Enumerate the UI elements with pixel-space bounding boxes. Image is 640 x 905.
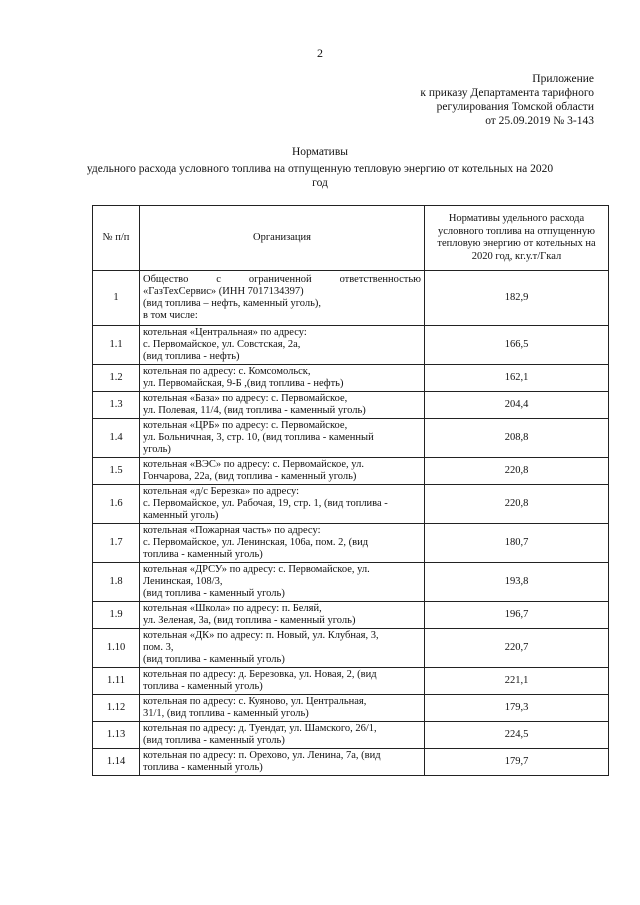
appendix-header — [420, 72, 594, 128]
row-norm-value: 220,8 — [425, 485, 609, 524]
row-organization — [140, 485, 425, 524]
row-norm-value: 166,5 — [425, 326, 609, 365]
row-norm-value: 193,8 — [425, 563, 609, 602]
table-row — [93, 629, 609, 668]
row-number: 1.12 — [93, 695, 140, 722]
row-organization — [140, 629, 425, 668]
row-norm-value: 220,8 — [425, 458, 609, 485]
row-number: 1.7 — [93, 524, 140, 563]
row-number: 1.14 — [93, 749, 140, 776]
organization-line: в том числе: — [143, 310, 198, 321]
document-subtitle: удельного расхода условного топлива на отпущенную тепловую энергию от котельных на 2020 год — [86, 163, 554, 189]
row-number: 1 — [93, 271, 140, 326]
row-norm-value: 220,7 — [425, 629, 609, 668]
organization-line: с. Первомайское, ул. Совстская, 2а, — [143, 339, 301, 350]
organization-line: котельная «ДК» по адресу: п. Новый, ул. Клубная, 3, — [143, 630, 379, 641]
organization-line: топлива - каменный уголь) — [143, 681, 263, 692]
row-number: 1.13 — [93, 722, 140, 749]
appendix-line: к приказу Департамента тарифного — [420, 87, 594, 99]
organization-line: котельная по адресу: д. Березовка, ул. Новая, 2, (вид — [143, 669, 377, 680]
organization-line: (вид топлива - нефть) — [143, 351, 240, 362]
appendix-line: регулирования Томской области — [436, 101, 594, 113]
row-organization — [140, 419, 425, 458]
organization-line: ул. Полевая, 11/4, (вид топлива - каменный уголь) — [143, 405, 366, 416]
table-row — [93, 365, 609, 392]
row-organization — [140, 365, 425, 392]
row-norm-value: 196,7 — [425, 602, 609, 629]
organization-line: ул. Первомайская, 9-Б ,(вид топлива - нефть) — [143, 378, 344, 389]
table-row — [93, 485, 609, 524]
header-norm: Нормативы удельного расхода условного топлива на отпущенную тепловую энергию от котельных на 2020 год, кг.у.т/Гкал — [425, 206, 609, 271]
organization-line: (вид топлива - каменный уголь) — [143, 735, 285, 746]
organization-line: котельная «Пожарная часть» по адресу: — [143, 525, 321, 536]
table-row — [93, 524, 609, 563]
row-norm-value: 179,3 — [425, 695, 609, 722]
row-norm-value: 224,5 — [425, 722, 609, 749]
row-norm-value: 204,4 — [425, 392, 609, 419]
organization-line: 31/1, (вид топлива - каменный уголь) — [143, 708, 309, 719]
table-row — [93, 749, 609, 776]
organization-line: ул. Зеленая, 3а, (вид топлива - каменный уголь) — [143, 615, 356, 626]
organization-line: котельная «Центральная» по адресу: — [143, 327, 307, 338]
row-number: 1.2 — [93, 365, 140, 392]
organization-line: каменный уголь) — [143, 510, 219, 521]
table-row — [93, 392, 609, 419]
table-row — [93, 695, 609, 722]
organization-line: котельная «База» по адресу: с. Первомайское, — [143, 393, 348, 404]
row-number: 1.4 — [93, 419, 140, 458]
row-number: 1.6 — [93, 485, 140, 524]
row-organization — [140, 271, 425, 326]
organization-line: котельная «д/с Березка» по адресу: — [143, 486, 300, 497]
organization-line: котельная по адресу: с. Куяново, ул. Центральная, — [143, 696, 367, 707]
appendix-line: Приложение — [532, 73, 594, 85]
table-row — [93, 602, 609, 629]
organization-line: «ГазТехСервис» (ИНН 7017134397) — [143, 286, 304, 297]
table-body — [93, 271, 609, 776]
organization-line: с. Первомайское, ул. Рабочая, 19, стр. 1, (вид топлива - — [143, 498, 388, 509]
table-row — [93, 326, 609, 365]
row-number: 1.5 — [93, 458, 140, 485]
row-number: 1.1 — [93, 326, 140, 365]
header-number: № п/п — [93, 206, 140, 271]
organization-line: котельная по адресу: д. Туендат, ул. Шамского, 26/1, — [143, 723, 377, 734]
row-norm-value: 208,8 — [425, 419, 609, 458]
row-norm-value: 221,1 — [425, 668, 609, 695]
organization-line: ул. Больничная, 3, стр. 10, (вид топлива - каменный — [143, 432, 374, 443]
organization-line: котельная «Школа» по адресу: п. Беляй, — [143, 603, 322, 614]
row-norm-value: 180,7 — [425, 524, 609, 563]
header-organization: Организация — [140, 206, 425, 271]
row-organization — [140, 668, 425, 695]
organization-line: (вид топлива – нефть, каменный уголь), — [143, 298, 322, 309]
organization-line: (вид топлива - каменный уголь) — [143, 588, 285, 599]
row-organization — [140, 695, 425, 722]
organization-line: топлива - каменный уголь) — [143, 549, 263, 560]
row-organization — [140, 458, 425, 485]
row-norm-value: 179,7 — [425, 749, 609, 776]
page-number: 2 — [317, 46, 323, 60]
row-number: 1.10 — [93, 629, 140, 668]
organization-line: топлива - каменный уголь) — [143, 762, 263, 773]
organization-line: котельная «ВЭС» по адресу: с. Первомайское, ул. — [143, 459, 364, 470]
table-row — [93, 668, 609, 695]
organization-line: уголь) — [143, 444, 171, 455]
document-title: Нормативы — [292, 146, 348, 158]
row-organization — [140, 722, 425, 749]
row-number: 1.9 — [93, 602, 140, 629]
organization-line: Общество с ограниченной ответственностью — [143, 274, 421, 285]
table-row — [93, 722, 609, 749]
organization-line: Гончарова, 22а, (вид топлива - каменный уголь) — [143, 471, 357, 482]
row-organization — [140, 524, 425, 563]
organization-line: Ленинская, 108/3, — [143, 576, 223, 587]
organization-line: котельная по адресу: с. Комсомольск, — [143, 366, 311, 377]
row-organization — [140, 563, 425, 602]
table-header-row — [93, 206, 609, 271]
organization-line: (вид топлива - каменный уголь) — [143, 654, 285, 665]
row-number: 1.8 — [93, 563, 140, 602]
row-organization — [140, 602, 425, 629]
row-organization — [140, 326, 425, 365]
row-organization — [140, 392, 425, 419]
organization-line: котельная по адресу: п. Орехово, ул. Ленина, 7а, (вид — [143, 750, 381, 761]
table-row — [93, 419, 609, 458]
table-row — [93, 563, 609, 602]
table-row — [93, 458, 609, 485]
table-row — [93, 271, 609, 326]
organization-line: котельная «ЦРБ» по адресу: с. Первомайское, — [143, 420, 348, 431]
norms-table — [92, 205, 609, 776]
row-norm-value: 182,9 — [425, 271, 609, 326]
row-number: 1.3 — [93, 392, 140, 419]
row-organization — [140, 749, 425, 776]
organization-line: пом. 3, — [143, 642, 174, 653]
row-norm-value: 162,1 — [425, 365, 609, 392]
row-number: 1.11 — [93, 668, 140, 695]
organization-line: котельная «ДРСУ» по адресу: с. Первомайское, ул. — [143, 564, 370, 575]
appendix-line: от 25.09.2019 № 3-143 — [485, 115, 594, 127]
organization-line: с. Первомайское, ул. Ленинская, 106а, пом. 2, (вид — [143, 537, 369, 548]
